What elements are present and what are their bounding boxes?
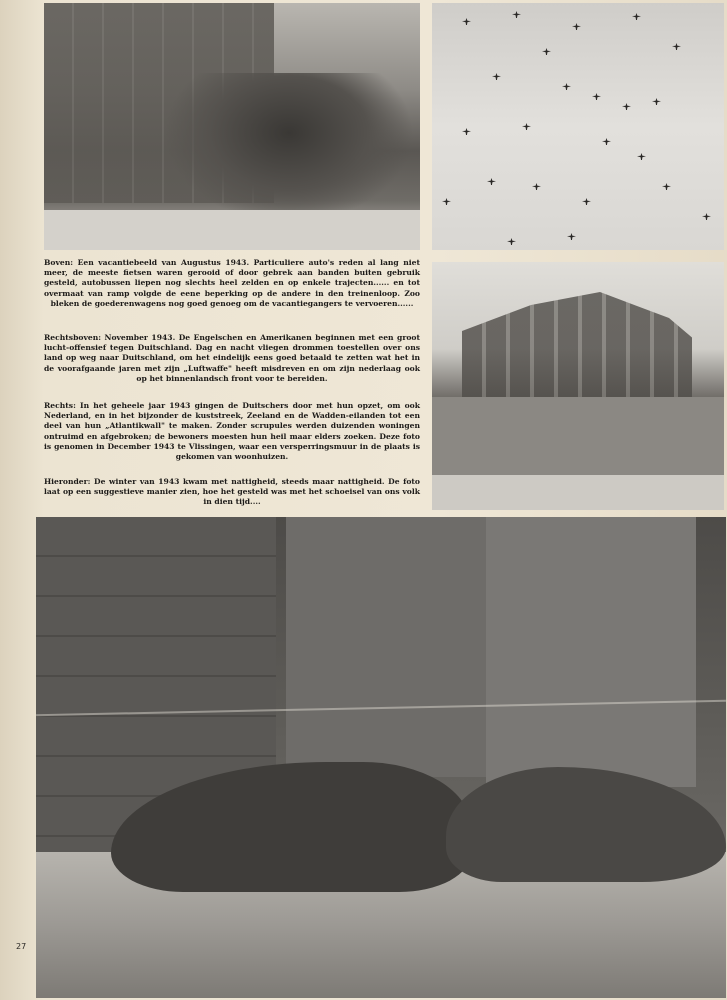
photo-houses-and-barrier-wall [432,262,724,510]
plane-silhouette [567,233,576,240]
plane-silhouette [602,138,611,145]
plane-silhouette [622,103,631,110]
plane-silhouette [532,183,541,190]
plane-silhouette [462,18,471,25]
caption-boven: Boven: Een vacantiebeeld van Augustus 1943. Particuliere auto's reden al lang niet meer, de meeste fietsen waren gerooid of door gebrek aan banden buiten gebruik gesteld, autobussen liepen nog slechts heel zelden en op enkele trajecten...... en tot overmaat van ramp volgde de eene beperking op de andere in den treinenloop. Zoo bleken de goederenwagens nog goed genoeg om de vacantiegangers te vervoeren...... [44,258,420,308]
plane-silhouette [672,43,681,50]
page-number: 27 [16,942,27,951]
plane-silhouette [702,213,711,220]
plane-silhouette [492,73,501,80]
trouser-leg-left [286,517,486,777]
plane-silhouette [632,13,641,20]
plane-silhouette [662,183,671,190]
plane-silhouette [592,93,601,100]
photo-worn-shoes [36,517,726,998]
plane-silhouette [582,198,591,205]
plane-silhouette [542,48,551,55]
plane-silhouette [637,153,646,160]
plane-silhouette [652,98,661,105]
plane-silhouette [507,238,516,245]
caption-rechtsboven: Rechtsboven: November 1943. De Engelschen en Amerikanen beginnen met een groot lucht-offensief tegen Duitschland. Dag en nacht vliegen drommen toestellen over ons land op weg naar Duitschland, om het eindelijk eens goed betaald te zetten wat het in de voorafgaande jaren met zijn „Luftwaffe" heeft misdreven en om zijn nederlaag ook op het binnenlandsch front voor te bereiden. [44,333,420,383]
plane-silhouette [562,83,571,90]
platform-ground [44,210,420,250]
plane-silhouette [487,178,496,185]
plane-silhouette [462,128,471,135]
trouser-leg-right [486,517,696,787]
photo-crowd-at-goods-wagon [44,3,420,250]
street-ground [432,475,724,510]
photo-bomber-formation-sky [432,3,724,250]
caption-hieronder: Hieronder: De winter van 1943 kwam met nattigheid, steeds maar nattigheid. De foto laat op een suggestieve manier zien, hoe het gesteld was met het schoeisel van ons volk in dien tijd.... [44,477,420,507]
plane-silhouette [572,23,581,30]
plane-silhouette [442,198,451,205]
plane-silhouette [512,11,521,18]
plane-silhouette [522,123,531,130]
barrier-wall [432,397,724,477]
crowd-of-travellers [164,73,414,223]
caption-rechts: Rechts: In het geheele jaar 1943 gingen de Duitschers door met hun opzet, om ook Nederland, en in het bijzonder de kuststreek, Zeeland en de Wadden-eilanden tot een deel van hun „Atlantikwall" te maken. Zonder scrupules werden duizenden woningen ontruimd en afgebroken; de bewoners moesten hun heil maar elders zoeken. Deze foto is genomen in December 1943 te Vlissingen, waar een versperringsmuur in de plaats is gekomen van woonhuizen. [44,401,420,462]
